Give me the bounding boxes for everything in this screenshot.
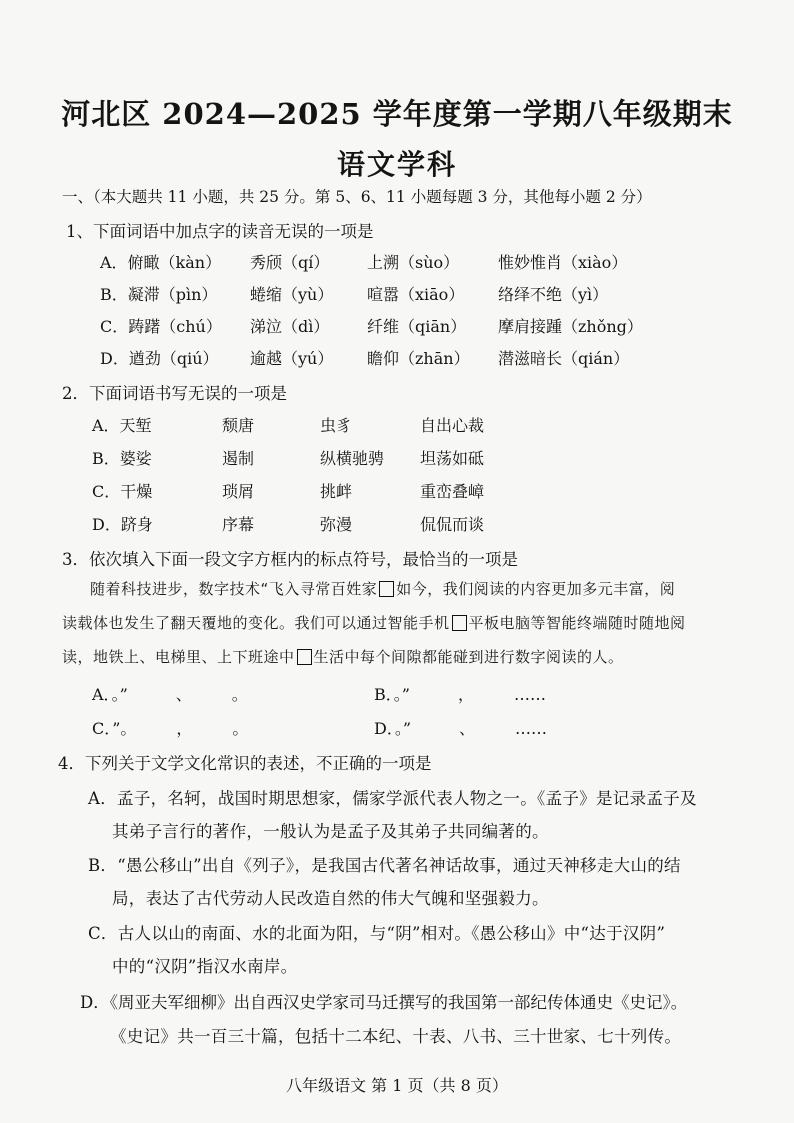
question-4-stem: 4．下列关于文学文化常识的表述，不正确的一项是 <box>58 754 432 773</box>
q2-option-cell: 遏制 <box>222 449 255 468</box>
q1-option-cell: 瞻仰（zhān） <box>367 349 470 368</box>
page-footer: 八年级语文 第 1 页（共 8 页） <box>286 1076 508 1095</box>
q2-option-cell: B．婆娑 <box>92 449 152 468</box>
q4-option-line: 《史记》共一百三十篇，包括十二本纪、十表、八书、三十世家、七十列传。 <box>110 1027 682 1046</box>
punctuation-blank-box <box>297 649 312 665</box>
q3-option-label: C． <box>92 719 113 738</box>
q3-option-marks: ”。 ， 。 <box>112 719 249 738</box>
q1-option-cell: 摩肩接踵（zhǒng） <box>498 317 643 336</box>
q1-option-cell: B．凝滞（pìn） <box>100 285 218 304</box>
q2-option-cell: 琐屑 <box>222 482 255 501</box>
q3-passage-line <box>62 646 624 667</box>
q2-option-cell: 重峦叠嶂 <box>420 482 485 501</box>
q2-option-cell: 虫豸 <box>320 416 353 435</box>
q1-option-cell: A．俯瞰（kàn） <box>100 253 222 272</box>
q4-option-line: D．《周亚夫军细柳》出自西汉史学家司马迁撰写的我国第一部纪传体通史《史记》。 <box>80 993 688 1012</box>
q4-option-line: 中的“汉阴”指汉水南岸。 <box>112 957 298 976</box>
q3-option-b <box>374 682 546 705</box>
q4-option-line: 局，表达了古代劳动人民改造自然的伟大气魄和坚强毅力。 <box>112 889 549 908</box>
q2-option-cell: 纵横驰骋 <box>320 449 385 468</box>
punctuation-blank-box <box>452 615 467 631</box>
q3-passage-segment: 如今，我们阅读的内容更加多元丰富，阅 <box>396 580 676 598</box>
q1-option-cell: 潜滋暗长（qián） <box>498 349 630 368</box>
q1-option-cell: 喧嚣（xiāo） <box>367 285 465 304</box>
q4-option-line: C．古人以山的南面、水的北面为阳，与“阴”相对。《愚公移山》中“达于汉阴” <box>88 924 666 943</box>
q1-option-cell: 纤维（qiān） <box>367 317 467 336</box>
q2-option-cell: 坦荡如砥 <box>420 449 485 468</box>
q3-option-marks: 。” 、 …… <box>394 719 548 738</box>
q4-option-line: 其弟子言行的著作，一般认为是孟子及其弟子共同编著的。 <box>112 822 549 841</box>
question-2-stem: 2．下面词语书写无误的一项是 <box>62 384 287 403</box>
q1-option-cell: 逾越（yú） <box>250 349 334 368</box>
q2-option-cell: 自出心裁 <box>420 416 485 435</box>
q4-option-line: A．孟子，名轲，战国时期思想家，儒家学派代表人物之一。《孟子》是记录孟子及 <box>88 789 697 808</box>
q3-passage-segment: 读，地铁上、电梯里、上下班途中 <box>62 648 295 666</box>
q3-passage-line <box>90 578 675 599</box>
punctuation-blank-box <box>379 581 394 597</box>
q1-option-cell: 秀颀（qí） <box>250 253 330 272</box>
q1-option-cell: 惟妙惟肖（xiào） <box>498 253 628 272</box>
q3-option-c <box>92 716 248 739</box>
q1-option-cell: C．踌躇（chú） <box>100 317 222 336</box>
page-title: 河北区 2024—2025 学年度第一学期八年级期末 <box>61 97 733 131</box>
q1-option-cell: 络绎不绝（yì） <box>498 285 609 304</box>
question-1-stem: 1、下面词语中加点字的读音无误的一项是 <box>66 222 374 241</box>
q2-option-cell: C．干燥 <box>92 482 153 501</box>
q3-option-label: B． <box>374 685 394 704</box>
q3-passage-segment: 生活中每个间隙都能碰到进行数字阅读的人。 <box>313 648 624 666</box>
q1-option-cell: 蜷缩（yù） <box>250 285 334 304</box>
q2-option-cell: 挑衅 <box>320 482 353 501</box>
q1-option-cell: D．遒劲（qiú） <box>100 349 219 368</box>
q2-option-cell: 弥漫 <box>320 515 353 534</box>
q3-option-marks: 。” 、 。 <box>111 685 248 704</box>
q2-option-cell: 颓唐 <box>222 416 255 435</box>
q3-passage-segment: 读载体也发生了翻天覆地的变化。我们可以通过智能手机 <box>62 614 450 632</box>
q3-passage-segment: 随着科技进步，数字技术“飞入寻常百姓家 <box>90 580 378 598</box>
q2-option-cell: A．天堑 <box>92 416 152 435</box>
q1-option-cell: 上溯（sùo） <box>367 253 460 272</box>
q3-option-d <box>374 716 547 739</box>
q4-option-line: B．“愚公移山”出自《列子》，是我国古代著名神话故事，通过天神移走大山的结 <box>88 856 681 875</box>
q3-option-a <box>92 682 248 705</box>
section-heading: 一、（本大题共 11 小题，共 25 分。第 5、6、11 小题每题 3 分，其他每小题 2 分） <box>62 188 652 206</box>
q3-option-marks: 。” ， …… <box>393 685 546 704</box>
q2-option-cell: 侃侃而谈 <box>420 515 485 534</box>
q3-passage-line <box>62 612 686 633</box>
page-subtitle: 语文学科 <box>336 148 457 181</box>
q3-option-label: D． <box>374 719 395 738</box>
q1-option-cell: 涕泣（dì） <box>250 317 330 336</box>
q3-passage-segment: 平板电脑等智能终端随时随地阅 <box>468 614 686 632</box>
q2-option-cell: D．跻身 <box>92 515 153 534</box>
q3-option-label: A． <box>92 685 112 704</box>
q2-option-cell: 序幕 <box>222 515 255 534</box>
question-3-stem: 3．依次填入下面一段文字方框内的标点符号，最恰当的一项是 <box>62 550 518 569</box>
